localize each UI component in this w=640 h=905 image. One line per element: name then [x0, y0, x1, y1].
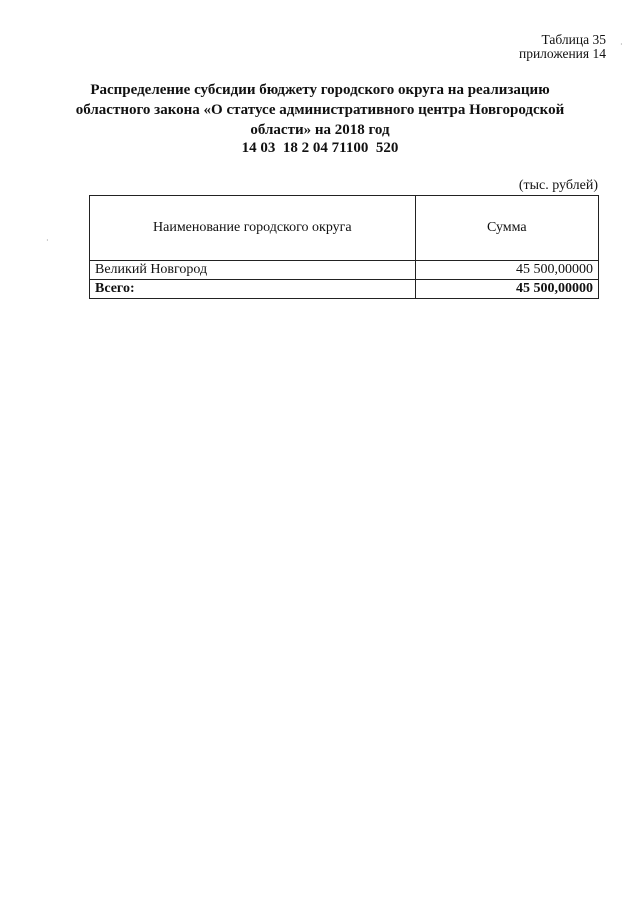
total-amount-cell: 45 500,00000: [415, 280, 598, 299]
table-row: [90, 261, 599, 280]
table-header-row: [90, 196, 599, 261]
column-header-name: Наименование городского округа: [90, 196, 416, 261]
total-row: [90, 280, 599, 299]
subsidy-table: [89, 195, 599, 299]
units-label: (тыс. рублей): [518, 178, 598, 193]
table-number: Таблица 35: [541, 32, 606, 47]
budget-code: 14 03 18 2 04 71100 520: [241, 140, 399, 156]
column-header-amount: Сумма: [415, 196, 598, 261]
total-label-cell: Всего:: [90, 280, 416, 299]
document-title: Распределение субсидии бюджету городского округа на реализацию областного закона «О статусе административного центра Новгородской области» на 2018 год: [75, 82, 565, 138]
scan-speck: ·: [620, 40, 623, 49]
row-amount-cell: 45 500,00000: [415, 261, 598, 280]
scan-speck: ·: [46, 236, 49, 245]
appendix-label: приложения 14: [518, 46, 606, 61]
row-name-cell: Великий Новгород: [90, 261, 416, 280]
